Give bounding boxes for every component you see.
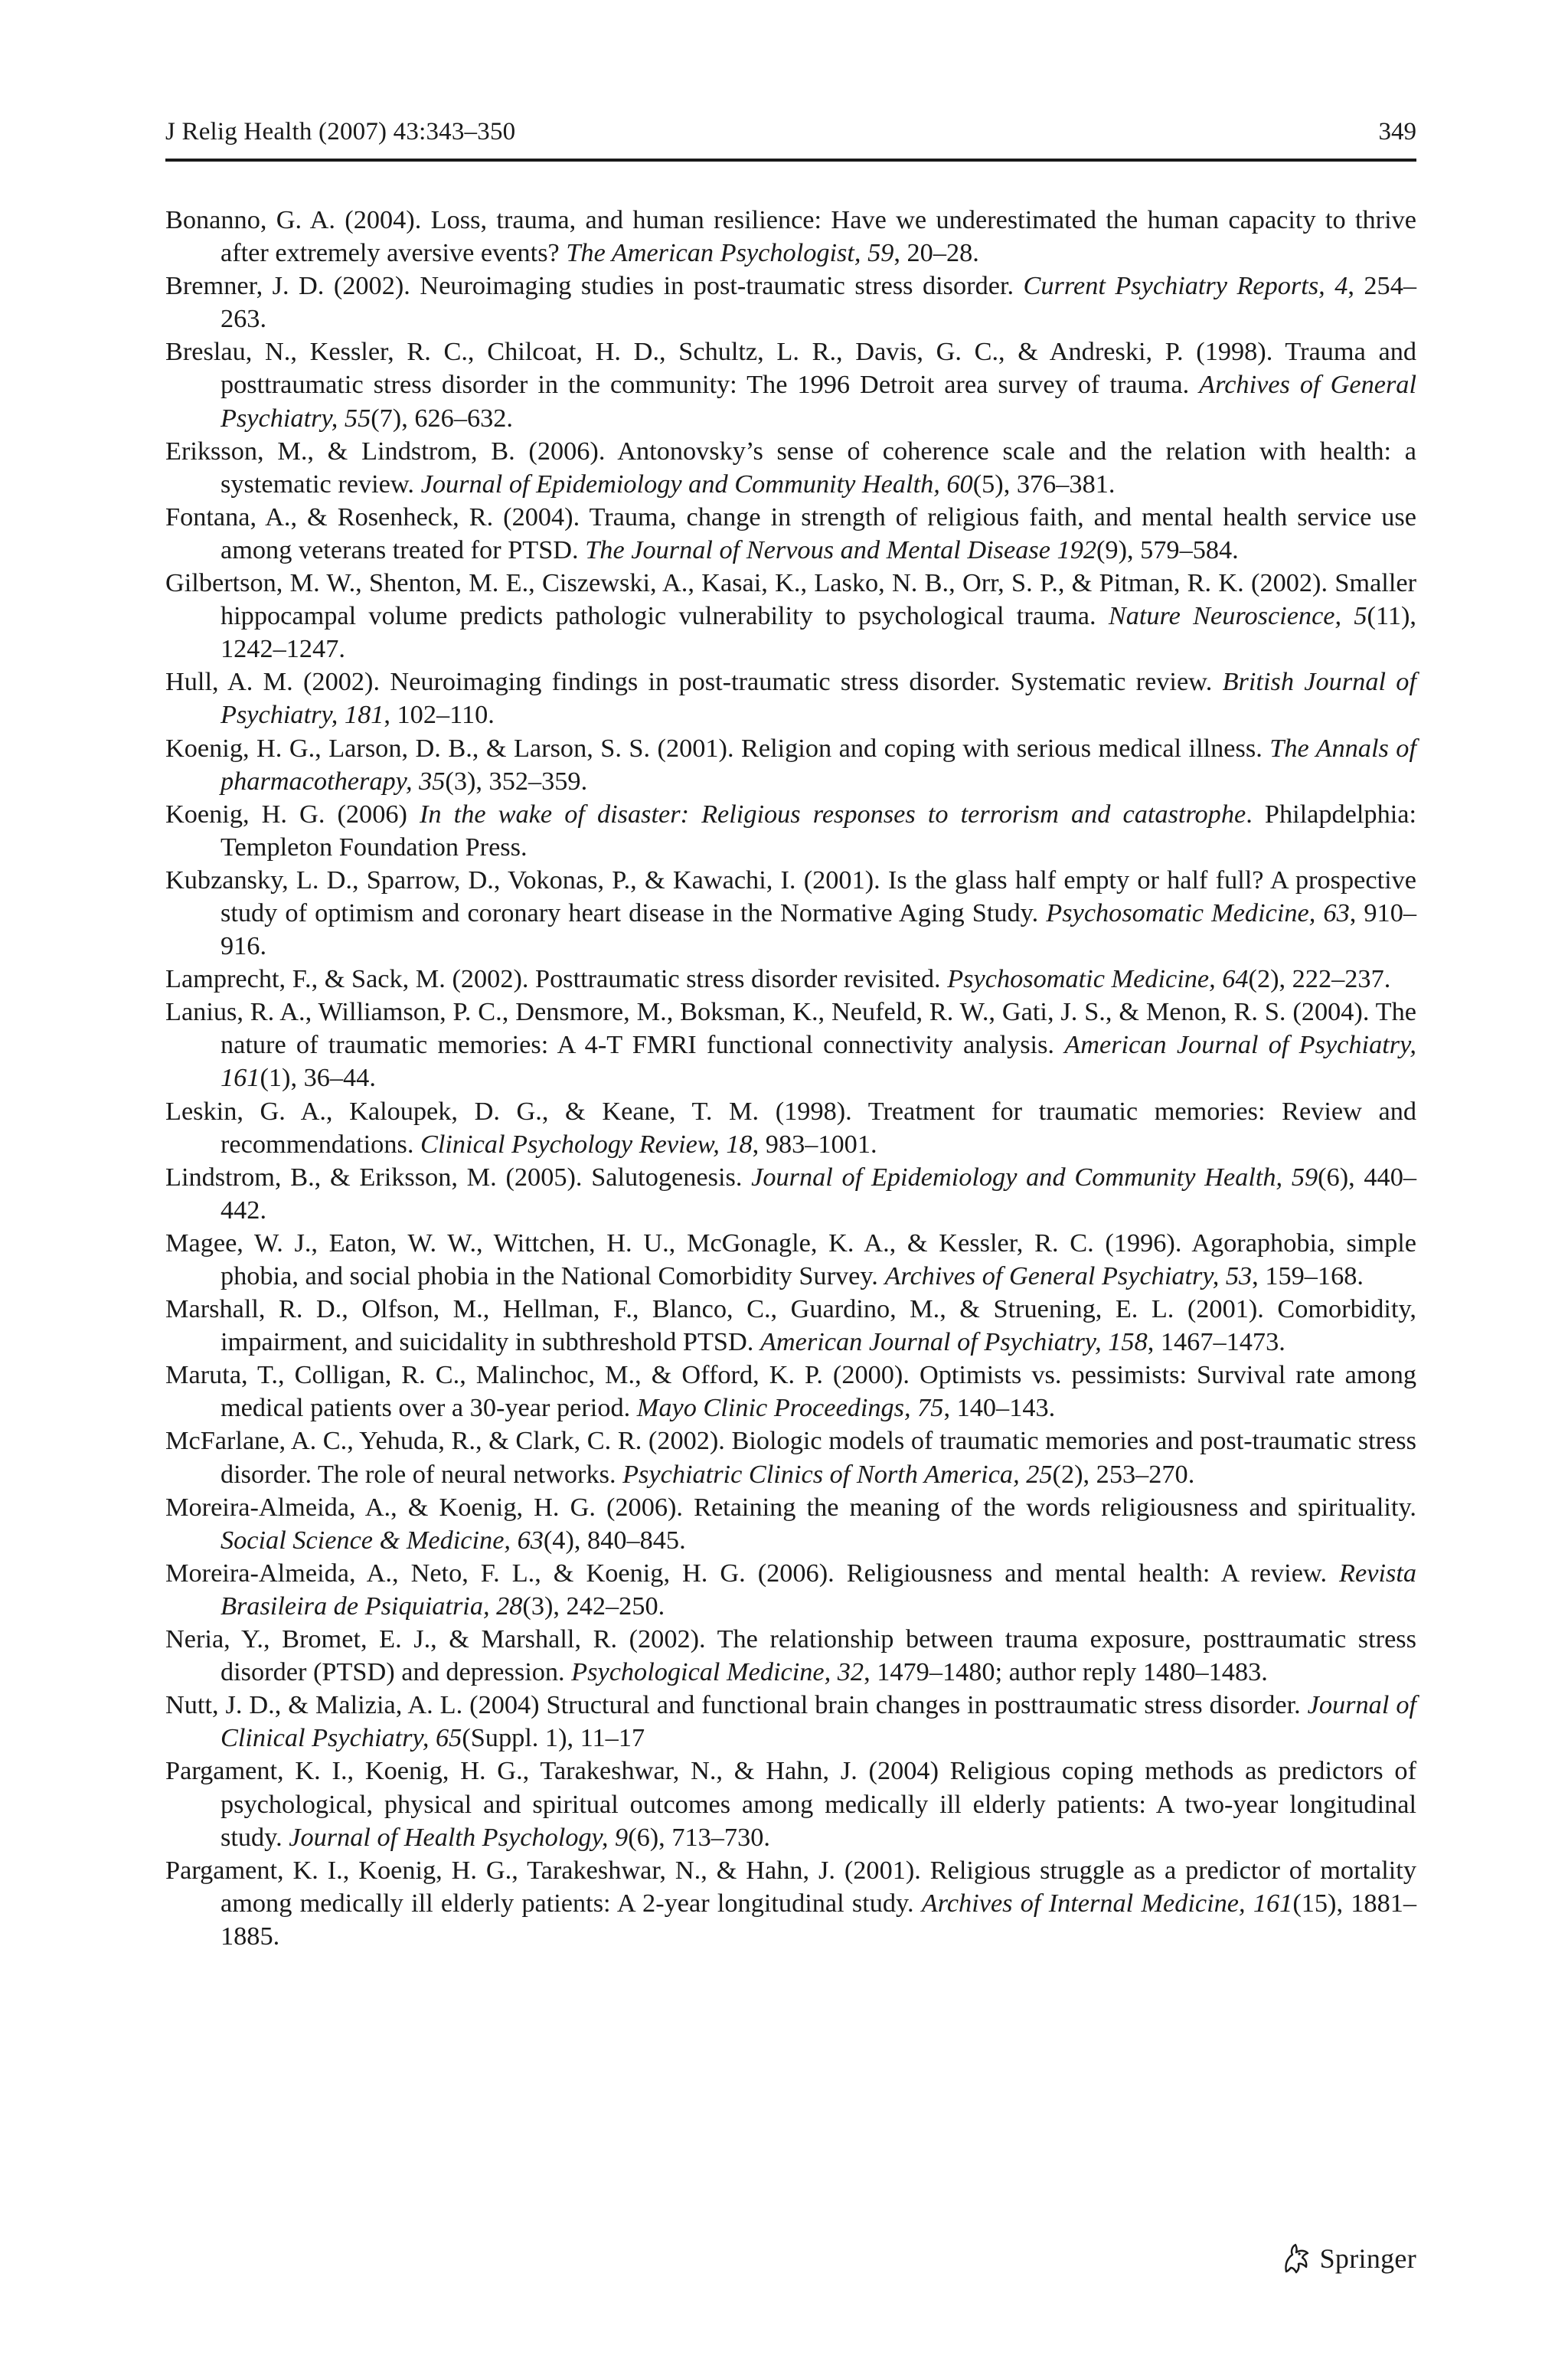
reference-text: Leskin, G. A., Kaloupek, D. G., & Keane, T. M. (1998). Treatment for traumatic memories: Review and recommendations. [165,1096,1416,1159]
reference-source: Current Psychiatry Reports, 4 [1023,271,1348,301]
reference-text: McFarlane, A. C., Yehuda, R., & Clark, C. R. (2002). Biologic models of traumatic memories and post-traumatic stress disorder. The role of neural networks. [165,1426,1416,1489]
reference-text: Maruta, T., Colligan, R. C., Malinchoc, M., & Offord, K. P. (2000). Optimists vs. pessimists: Survival rate among medical patients over a 30-year period. [165,1360,1416,1423]
reference-entry [165,1161,1416,1227]
reference-source: The Journal of Nervous and Mental Disease 192 [585,535,1096,564]
reference-list [165,204,1416,1953]
reference-text: Koenig, H. G., Larson, D. B., & Larson, S. S. (2001). Religion and coping with serious medical illness. [165,733,1270,763]
reference-source: Social Science & Medicine, 63 [220,1525,544,1555]
reference-source: Archives of General Psychiatry, 53 [884,1261,1253,1290]
reference-source: Journal of Clinical Psychiatry, 65 [220,1690,1416,1753]
reference-entry [165,1623,1416,1689]
reference-text: (15), 1881–1885. [220,1888,1417,1951]
reference-entry [165,732,1416,798]
reference-source: Archives of Internal Medicine, 161 [921,1888,1293,1918]
reference-text: Lindstrom, B., & Eriksson, M. (2005). Salutogenesis. [165,1162,752,1192]
reference-text: Eriksson, M., & Lindstrom, B. (2006). Antonovsky’s sense of coherence scale and the relation with health: a systematic review. [165,436,1416,499]
reference-entry [165,204,1416,270]
reference-entry [165,1689,1416,1755]
reference-source: American Journal of Psychiatry, 161 [220,1030,1416,1093]
reference-entry [165,963,1416,996]
reference-text: (6), 713–730. [628,1822,770,1852]
reference-entry [165,501,1416,567]
reference-entry [165,1557,1416,1623]
reference-source: Psychosomatic Medicine, 64 [947,964,1249,994]
reference-text: (11), 1242–1247. [220,601,1416,664]
reference-text: , 102–110. [384,700,495,730]
reference-source: The Annals of pharmacotherapy, 35 [220,733,1416,796]
reference-text: Magee, W. J., Eaton, W. W., Wittchen, H. U., McGonagle, K. A., & Kessler, R. C. (1996). Agoraphobia, simple phobia, and social phobia in the National Comorbidity Survey. [165,1228,1416,1290]
reference-entry [165,270,1416,335]
reference-entry [165,335,1416,434]
reference-text: (2), 222–237. [1248,964,1391,994]
reference-text: , 1467–1473. [1147,1327,1285,1357]
reference-entry [165,666,1416,731]
reference-text: (Suppl. 1), 11–17 [462,1723,645,1753]
reference-source: American Journal of Psychiatry, 158 [760,1327,1148,1357]
reference-text: , 1479–1480; author reply 1480–1483. [864,1657,1268,1687]
reference-text: Bremner, J. D. (2002). Neuroimaging studies in post-traumatic stress disorder. [165,271,1024,301]
reference-entry [165,1293,1416,1359]
reference-text: Neria, Y., Bromet, E. J., & Marshall, R. (2002). The relationship between trauma exposure, posttraumatic stress disorder (PTSD) and depression. [165,1624,1416,1687]
reference-entry [165,1755,1416,1853]
reference-text: , 910–916. [220,898,1416,961]
reference-text: Moreira-Almeida, A., Neto, F. L., & Koenig, H. G. (2006). Religiousness and mental health: A review. [165,1558,1340,1588]
reference-text: (9), 579–584. [1096,535,1239,564]
reference-text: Lamprecht, F., & Sack, M. (2002). Posttraumatic stress disorder revisited. [165,964,948,994]
reference-source: Nature Neuroscience, 5 [1108,601,1367,631]
reference-entry [165,1425,1416,1490]
running-header [165,115,1416,155]
publisher-name: Springer [1319,2243,1416,2274]
header-rule [165,159,1416,162]
reference-source: Journal of Epidemiology and Community Health, 60 [420,469,973,499]
page-number: 349 [1378,118,1416,146]
reference-text: , 140–143. [943,1393,1056,1423]
reference-text: Bonanno, G. A. (2004). Loss, trauma, and human resilience: Have we underestimated the human capacity to thrive after extremely aversive events? [165,205,1416,268]
reference-text: Pargament, K. I., Koenig, H. G., Tarakeshwar, N., & Hahn, J. (2004) Religious coping methods as predictors of psychological, physical and spiritual outcomes among medically ill elderly patients: A two-year longitudinal study. [165,1756,1416,1852]
reference-entry [165,567,1416,666]
reference-text: (2), 253–270. [1052,1459,1195,1489]
reference-text: Marshall, R. D., Olfson, M., Hellman, F., Blanco, C., Guardino, M., & Struening, E. L. (2001). Comorbidity, impairment, and suicidality in subthreshold PTSD. [165,1294,1416,1357]
reference-source: In the wake of disaster: Religious responses to terrorism and catastrophe [420,799,1246,829]
reference-source: Mayo Clinic Proceedings, 75 [636,1393,944,1423]
reference-text: Kubzansky, L. D., Sparrow, D., Vokonas, P., & Kawachi, I. (2001). Is the glass half empty or half full? A prospective study of optimism and coronary heart disease in the Normative Aging Study. [165,865,1416,927]
reference-entry [165,798,1416,864]
reference-text: (5), 376–381. [972,469,1116,499]
reference-text: Lanius, R. A., Williamson, P. C., Densmore, M., Boksman, K., Neufeld, R. W., Gati, J. S., & Menon, R. S. (2004). The nature of traumatic memories: A 4-T FMRI functional connectivity analysis. [165,997,1416,1060]
reference-text: , 20–28. [893,238,979,268]
reference-text: (7), 626–632. [371,403,513,433]
reference-source: Revista Brasileira de Psiquiatria, 28 [220,1558,1416,1621]
reference-text: (4), 840–845. [543,1525,686,1555]
reference-text: . Philapdelphia: Templeton Foundation Press. [220,799,1416,862]
reference-entry [165,864,1416,963]
reference-source: Archives of General Psychiatry, 55 [220,370,1416,433]
journal-citation: J Relig Health (2007) 43:343–350 [165,118,516,146]
reference-source: British Journal of Psychiatry, 181 [220,667,1416,730]
reference-text: (1), 36–44. [260,1063,376,1093]
reference-text: Koenig, H. G. (2006) [165,799,420,829]
reference-source: Psychological Medicine, 32 [571,1657,864,1687]
reference-text: Nutt, J. D., & Malizia, A. L. (2004) Structural and functional brain changes in posttraumatic stress disorder. [165,1690,1308,1720]
reference-entry [165,435,1416,501]
reference-source: The American Psychologist, 59 [566,238,894,268]
reference-source: Journal of Epidemiology and Community Health, 59 [751,1162,1318,1192]
reference-source: Clinical Psychology Review, 18 [420,1129,753,1159]
publisher-footer [1280,2239,1416,2278]
reference-source: Psychiatric Clinics of North America, 25 [622,1459,1053,1489]
reference-text: , 254–263. [220,271,1416,334]
reference-source: Journal of Health Psychology, 9 [289,1822,629,1852]
reference-text: Gilbertson, M. W., Shenton, M. E., Ciszewski, A., Kasai, K., Lasko, N. B., Orr, S. P., & Pitman, R. K. (2002). Smaller hippocampal volume predicts pathologic vulnerability to psychological trauma. [165,568,1416,631]
reference-text: Moreira-Almeida, A., & Koenig, H. G. (2006). Retaining the meaning of the words religiousness and spirituality. [165,1492,1416,1522]
reference-text: Breslau, N., Kessler, R. C., Chilcoat, H. D., Schultz, L. R., Davis, G. C., & Andreski, P. (1998). Trauma and posttraumatic stress disorder in the community: The 1996 Detroit area survey of trauma. [165,337,1416,400]
reference-text: Pargament, K. I., Koenig, H. G., Tarakeshwar, N., & Hahn, J. (2001). Religious struggle as a predictor of mortality among medically ill elderly patients: A 2-year longitudinal study. [165,1855,1416,1918]
reference-text: (3), 242–250. [522,1591,665,1621]
reference-entry [165,1491,1416,1557]
reference-text: (3), 352–359. [445,766,588,796]
reference-text: Hull, A. M. (2002). Neuroimaging findings in post-traumatic stress disorder. Systematic review. [165,667,1223,697]
reference-entry [165,1359,1416,1425]
reference-text: (6), 440–442. [220,1162,1417,1225]
reference-entry [165,1854,1416,1953]
reference-text: Fontana, A., & Rosenheck, R. (2004). Trauma, change in strength of religious faith, and mental health service use among veterans treated for PTSD. [165,502,1416,564]
springer-horse-icon [1280,2241,1312,2276]
reference-entry [165,1095,1416,1161]
reference-source: Psychosomatic Medicine, 63 [1046,898,1350,927]
reference-entry [165,996,1416,1094]
reference-entry [165,1227,1416,1293]
reference-text: , 159–168. [1252,1261,1364,1290]
reference-text: , 983–1001. [752,1129,877,1159]
